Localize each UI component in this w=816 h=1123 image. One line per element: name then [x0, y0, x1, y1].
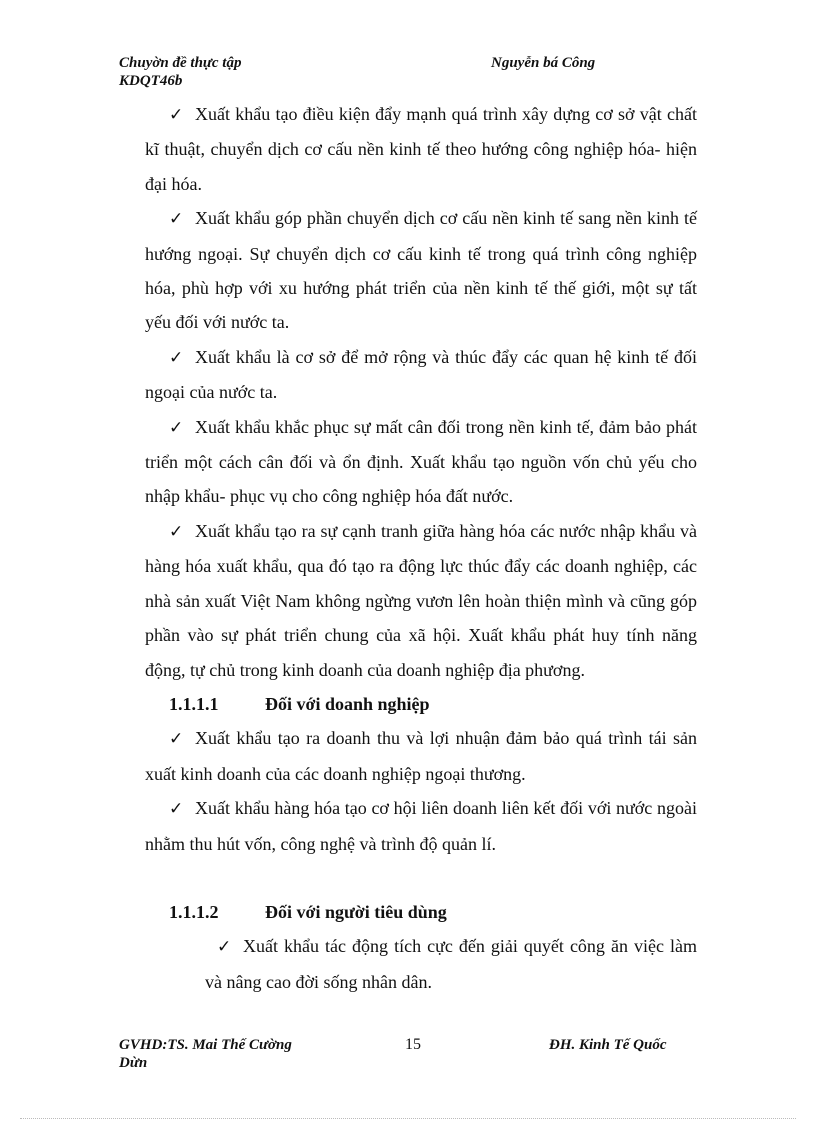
section-heading-business [145, 687, 697, 721]
header-author: Nguyễn bá Công [491, 55, 596, 71]
list-item [145, 410, 697, 514]
header-class: KDQT46b [119, 73, 183, 89]
checkmark-icon: ✓ [169, 799, 184, 819]
spacer [145, 861, 697, 895]
paragraph-text: Xuất khẩu hàng hóa tạo cơ hội liên doanh liên kết đối với nước ngoài nhằm thu hút vốn, công nghệ và trình độ quản lí. [145, 798, 697, 854]
paragraph-text: Xuất khẩu là cơ sở để mở rộng và thúc đẩy các quan hệ kinh tế đối ngoại của nước ta. [145, 346, 697, 403]
paragraph-text: Xuất khẩu tạo điều kiện đẩy mạnh quá trình xây dựng cơ sở vật chất kĩ thuật, chuyển dịch cơ cấu nền kinh tế theo hướng công nghiệp hóa- hiện đại hóa. [145, 104, 697, 194]
checkmark-icon: ✓ [169, 729, 184, 749]
list-item [145, 97, 697, 201]
header-left [119, 54, 299, 90]
paragraph-text: Xuất khẩu khắc phục sự mất cân đối trong nền kinh tế, đảm bảo phát triển một cách cân đối và ổn định. Xuất khẩu tạo nguồn vốn chủ yếu cho nhập khẩu- phục vụ cho công nghiệp hóa đất nước. [145, 416, 697, 507]
header-course: Chuyờn đề thực tập [119, 55, 242, 71]
checkmark-icon: ✓ [217, 937, 232, 957]
checkmark-icon: ✓ [169, 209, 184, 229]
list-item [145, 514, 697, 687]
footer-supervisor-suffix: Dừn [119, 1055, 148, 1071]
paragraph-text: Xuất khẩu tạo ra sự cạnh tranh giữa hàng hóa các nước nhập khẩu và hàng hóa xuất khẩu, qua đó tạo ra động lực thúc đẩy các doanh nghiệp, các nhà sản xuất Việt Nam không ngừng vươn lên hoàn thiện mình và cũng góp phần vào sự phát triển chung của xã hội. Xuất khẩu phát huy tính năng động, tự chủ trong kinh doanh của doanh nghiệp địa phương. [145, 520, 697, 680]
checkmark-icon: ✓ [169, 347, 184, 367]
list-item [145, 929, 697, 999]
section-number: 1.1.1.2 [169, 901, 219, 922]
checkmark-icon: ✓ [169, 521, 184, 541]
section-heading-consumer [145, 895, 697, 929]
footer-supervisor [119, 1036, 339, 1072]
footer-university: ĐH. Kinh Tế Quốc [549, 1037, 667, 1053]
page-number: 15 [405, 1036, 421, 1053]
list-item [145, 791, 697, 861]
section-title: Đối với doanh nghiệp [265, 693, 430, 714]
paragraph-text: Xuất khẩu góp phần chuyển dịch cơ cấu nền kinh tế sang nền kinh tế hướng ngoại. Sự chuyển dịch cơ cấu kinh tế trong quá trình công nghiệp hóa, phù hợp với xu hướng phát triển của nền kinh tế thế giới, một sự tất yếu đối với nước ta. [145, 208, 697, 333]
paragraph-text: Xuất khẩu tạo ra doanh thu và lợi nhuận đảm bảo quá trình tái sản xuất kinh doanh của các doanh nghiệp ngoại thương. [145, 728, 697, 784]
list-item [145, 721, 697, 791]
page-edge-divider [20, 1118, 796, 1119]
checkmark-icon: ✓ [169, 417, 184, 437]
list-item [145, 340, 697, 410]
checkmark-icon: ✓ [169, 105, 184, 124]
footer-supervisor-name: GVHD:TS. Mai Thế Cường [119, 1037, 292, 1053]
section-title: Đối với người tiêu dùng [265, 901, 447, 922]
section-number: 1.1.1.1 [169, 693, 219, 714]
list-item [145, 201, 697, 340]
paragraph-text: Xuất khẩu tác động tích cực đến giải quyết công ăn việc làm và nâng cao đời sống nhân dân. [205, 936, 697, 992]
page-body [145, 97, 697, 999]
